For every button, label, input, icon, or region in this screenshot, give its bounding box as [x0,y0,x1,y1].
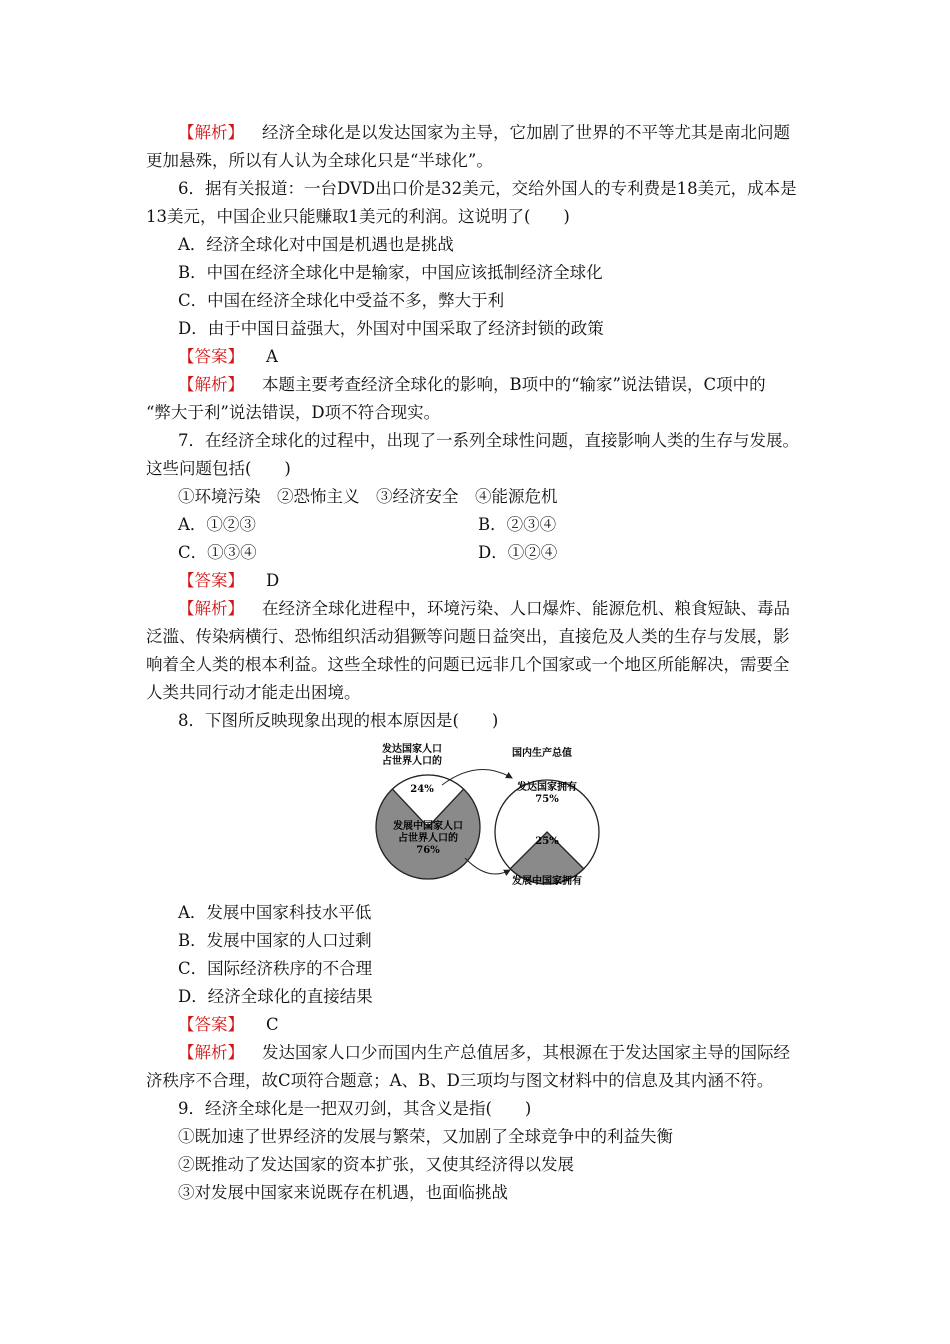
q8-pie-diagram [360,740,610,890]
right-bottom-label: 发展中国家拥有 [512,876,582,887]
q6-option-a: A．经济全球化对中国是机遇也是挑战 [178,235,454,254]
q6-analysis-line-1: 【解析】 本题主要考查经济全球化的影响，B项中的“输家”说法错误，C项中的 [178,375,766,394]
q7-option-b: B．②③④ [478,515,557,534]
answer-tag: 【答案】 [178,347,244,366]
q9-item-1: ①既加速了世界经济的发展与繁荣，又加剧了全球竞争中的利益失衡 [178,1127,673,1146]
q8-stem: 8．下图所反映现象出现的根本原因是( ) [178,711,499,730]
analysis-tag: 【解析】 [178,599,244,618]
q6-option-c: C．中国在经济全球化中受益不多，弊大于利 [178,291,505,310]
q6-option-d: D．由于中国日益强大，外国对中国采取了经济封锁的政策 [178,319,604,338]
analysis-tag: 【解析】 [178,1043,244,1062]
right-big-pct: 75% [535,794,559,805]
analysis-tag: 【解析】 [178,123,244,142]
q6-stem-line-2: 13美元，中国企业只能赚取1美元的利润。这说明了( ) [146,207,570,226]
q6-answer: 【答案】 A [178,347,278,366]
q6-option-b: B．中国在经济全球化中是输家，中国应该抵制经济全球化 [178,263,603,282]
q5-analysis-line-2: 更加悬殊，所以有人认为全球化只是“半球化”。 [146,151,493,170]
left-small-pct: 24% [410,784,434,795]
left-title-line-1: 发达国家人口 [382,744,442,755]
q8-option-c: C．国际经济秩序的不合理 [178,959,373,978]
q7-analysis-line-4: 人类共同行动才能走出困境。 [146,683,361,702]
q7-analysis-line-3: 响着全人类的根本利益。这些全球性的问题已远非几个国家或一个地区所能解决，需要全 [146,655,790,674]
q8-option-d: D．经济全球化的直接结果 [178,987,373,1006]
q6-analysis-line-2: “弊大于利”说法错误，D项不符合现实。 [146,403,441,422]
q8-option-b: B．发展中国家的人口过剩 [178,931,372,950]
q7-options-row-1 [178,511,838,539]
q8-answer: 【答案】 C [178,1015,279,1034]
analysis-tag: 【解析】 [178,375,244,394]
q7-analysis-line-1: 【解析】 在经济全球化进程中，环境污染、人口爆炸、能源危机、粮食短缺、毒品 [178,599,790,618]
q7-option-c: C．①③④ [178,543,257,562]
q8-analysis-line-1: 【解析】 发达国家人口少而国内生产总值居多，其根源在于发达国家主导的国际经 [178,1043,790,1062]
q7-option-d: D．①②④ [478,543,558,562]
q7-stem-line-1: 7．在经济全球化的过程中，出现了一系列全球性问题，直接影响人类的生存与发展。 [178,431,799,450]
q7-options-row-2 [178,539,838,567]
q9-item-3: ③对发展中国家来说既存在机遇，也面临挑战 [178,1183,508,1202]
right-big-label: 发达国家拥有 [517,782,577,793]
q9-stem: 9．经济全球化是一把双刃剑，其含义是指( ) [178,1099,532,1118]
left-title-line-2: 占世界人口的 [382,756,442,767]
right-small-pct: 25% [535,836,559,847]
left-big-label-2: 占世界人口的 [398,833,458,844]
q6-stem-line-1: 6．据有关报道：一台DVD出口价是32美元，交给外国人的专利费是18美元，成本是 [178,179,797,198]
q9-item-2: ②既推动了发达国家的资本扩张，又使其经济得以发展 [178,1155,574,1174]
left-big-pct: 76% [416,845,440,856]
q7-items: ①环境污染 ②恐怖主义 ③经济安全 ④能源危机 [178,487,558,506]
q7-option-a: A．①②③ [178,515,256,534]
q7-answer: 【答案】 D [178,571,280,590]
right-title: 国内生产总值 [512,748,572,759]
q7-stem-line-2: 这些问题包括( ) [146,459,291,478]
q5-analysis-line-1: 【解析】 经济全球化是以发达国家为主导，它加剧了世界的不平等尤其是南北问题 [178,123,790,142]
q8-option-a: A．发展中国家科技水平低 [178,903,372,922]
answer-tag: 【答案】 [178,571,244,590]
q8-analysis-line-2: 济秩序不合理，故C项符合题意；A、B、D三项均与图文材料中的信息及其内涵不符。 [146,1071,774,1090]
q7-analysis-line-2: 泛滥、传染病横行、恐怖组织活动猖獗等问题日益突出，直接危及人类的生存与发展，影 [146,627,790,646]
left-big-label-1: 发展中国家人口 [393,821,463,832]
answer-tag: 【答案】 [178,1015,244,1034]
